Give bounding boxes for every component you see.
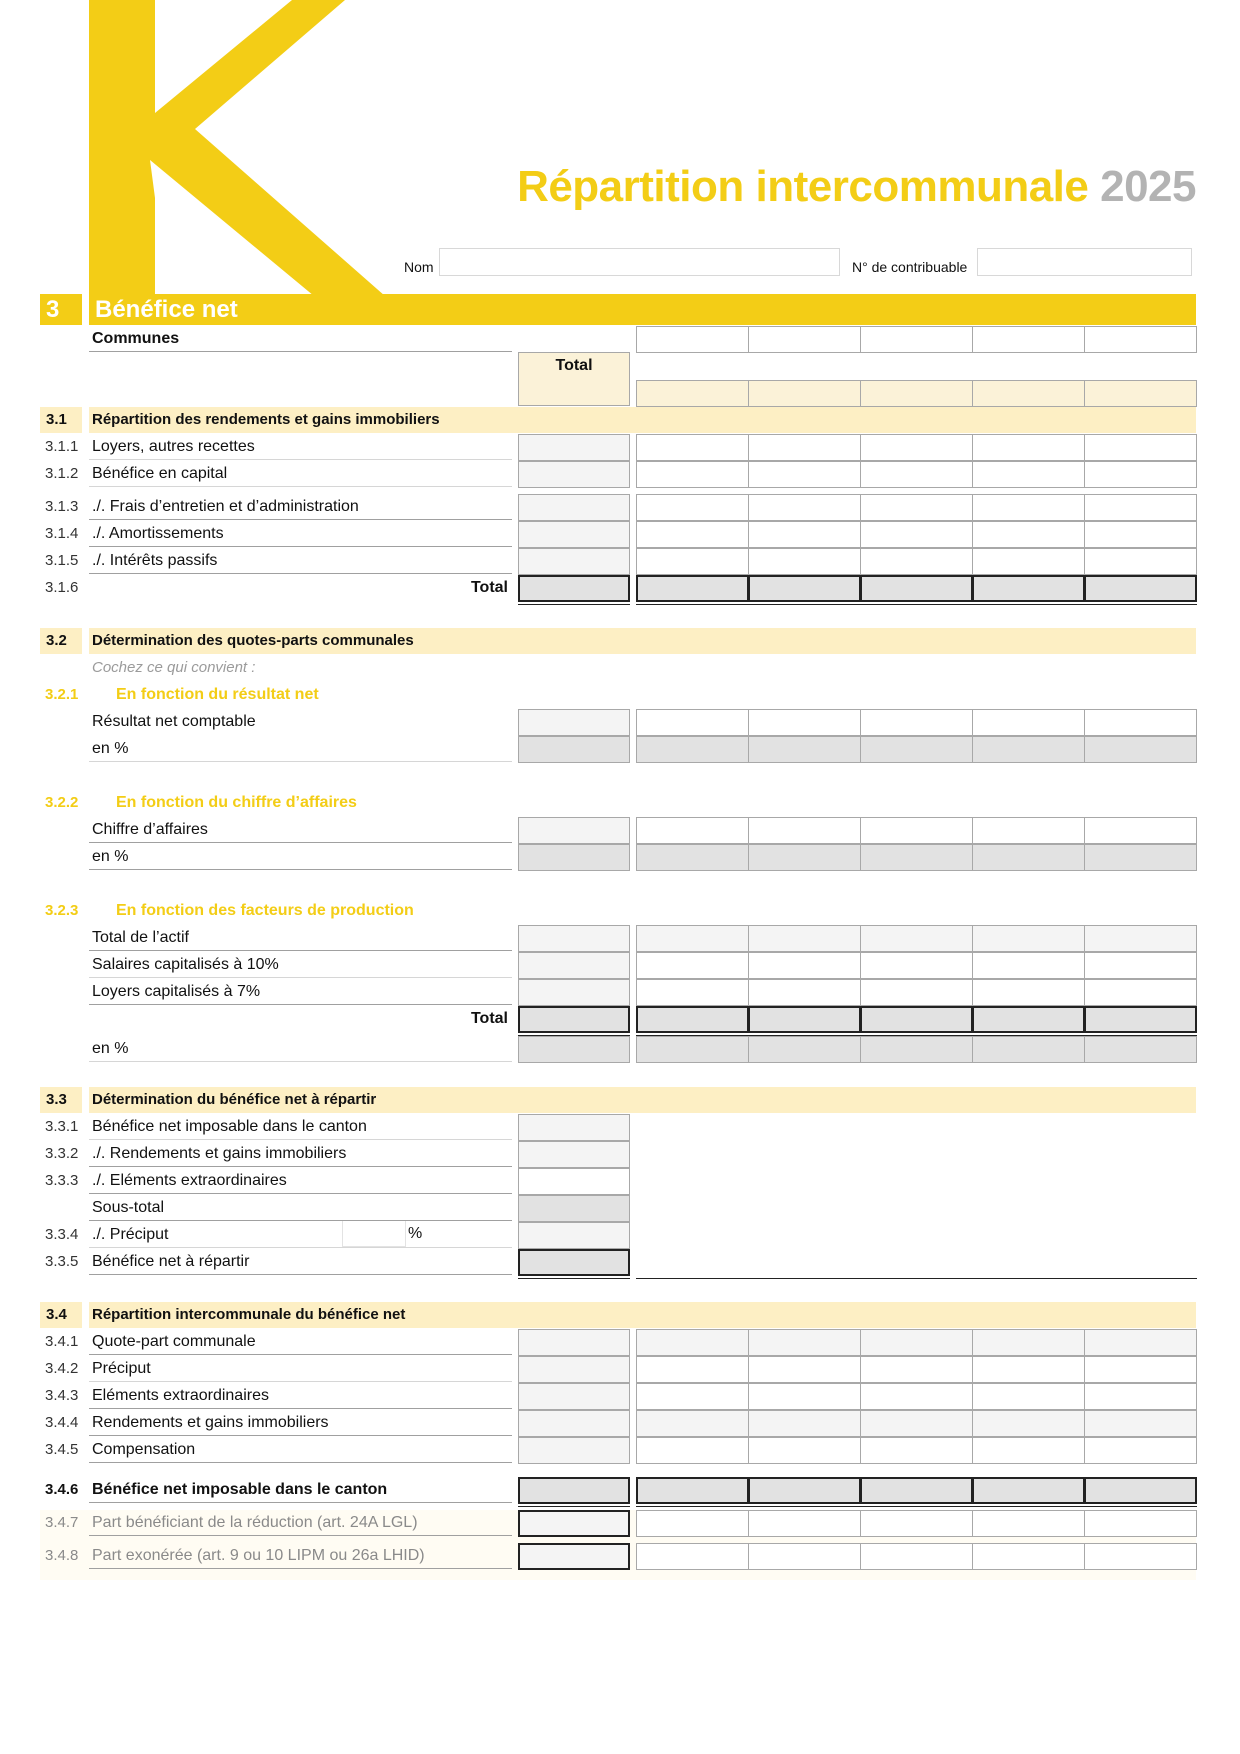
row-number: 3.4.4 — [45, 1414, 79, 1431]
commune-cell-4[interactable] — [972, 1329, 1085, 1356]
total-cell[interactable] — [518, 494, 630, 521]
subsection-3-2-number: 3.2 — [40, 628, 82, 654]
commune-cell-1[interactable] — [636, 521, 749, 548]
commune-cell-3[interactable] — [860, 1510, 973, 1537]
commune-cell-2[interactable] — [748, 1383, 861, 1410]
section-title: Bénéfice net — [89, 294, 1196, 325]
total-cell[interactable] — [518, 709, 630, 736]
commune-cell-2[interactable] — [748, 548, 861, 575]
row-number: 3.3.5 — [45, 1253, 79, 1270]
commune-cell-1[interactable] — [636, 925, 749, 952]
commune-cell-4[interactable] — [972, 817, 1085, 844]
row-number: 3.4.8 — [45, 1547, 79, 1564]
commune-cell-5[interactable] — [1084, 979, 1197, 1006]
row-label: ./. Préciput — [89, 1222, 512, 1248]
communes-label: Communes — [89, 326, 512, 352]
commune-cell-5[interactable] — [1084, 1006, 1197, 1033]
row-number: 3.4.6 — [45, 1481, 79, 1498]
row-number: 3.4.3 — [45, 1387, 79, 1404]
row-label: en % — [89, 844, 512, 870]
double-underline — [518, 604, 630, 605]
total-cell[interactable] — [518, 1437, 630, 1464]
row-number: 3.4.1 — [45, 1333, 79, 1350]
commune-cell-2[interactable] — [748, 461, 861, 488]
commune-cell-1[interactable] — [636, 1006, 749, 1033]
row-number: 3.1.3 — [45, 498, 79, 515]
commune-cell-1[interactable] — [636, 1329, 749, 1356]
commune-cell-2[interactable] — [748, 844, 861, 871]
commune-cell-4[interactable] — [972, 494, 1085, 521]
commune-cell-4[interactable] — [972, 1006, 1085, 1033]
row-number: 3.3.2 — [45, 1145, 79, 1162]
row-number: 3.3.3 — [45, 1172, 79, 1189]
subsection-3-3-title: Détermination du bénéfice net à répartir — [89, 1087, 1196, 1113]
commune-cell-1[interactable] — [636, 434, 749, 461]
row-label: Quote-part communale — [89, 1329, 512, 1355]
subsection-3-3-number: 3.3 — [40, 1087, 82, 1113]
total-cell[interactable] — [518, 1543, 630, 1570]
commune-cell-2[interactable] — [748, 1437, 861, 1464]
row-number: 3.3.1 — [45, 1118, 79, 1135]
commune-name-input-4[interactable] — [972, 326, 1085, 353]
commune-cell-2[interactable] — [748, 817, 861, 844]
commune-cell-5[interactable] — [1084, 736, 1197, 763]
row-label: ./. Frais d’entretien et d’administration — [89, 494, 512, 520]
double-underline — [636, 604, 1197, 605]
commune-cell-3[interactable] — [860, 1036, 973, 1063]
commune-cell-3[interactable] — [860, 1543, 973, 1570]
commune-cell-3[interactable] — [860, 709, 973, 736]
commune-cell-5[interactable] — [1084, 1410, 1197, 1437]
commune-cell-5[interactable] — [1084, 1383, 1197, 1410]
row-label: Eléments extraordinaires — [89, 1383, 512, 1409]
row-label: en % — [89, 1036, 512, 1062]
commune-cell-5[interactable] — [1084, 817, 1197, 844]
commune-cell-1[interactable] — [636, 1477, 749, 1504]
row-number: 3.3.4 — [45, 1226, 79, 1243]
commune-cell-4[interactable] — [972, 1383, 1085, 1410]
total-cell[interactable] — [518, 434, 630, 461]
commune-cell-3[interactable] — [860, 1437, 973, 1464]
commune-cell-3[interactable] — [860, 548, 973, 575]
total-cell[interactable] — [518, 1249, 630, 1276]
commune-cell-2[interactable] — [748, 952, 861, 979]
row-number: 3.1.1 — [45, 438, 79, 455]
commune-header-cell-4 — [972, 380, 1085, 407]
commune-cell-4[interactable] — [972, 925, 1085, 952]
total-cell[interactable] — [518, 1410, 630, 1437]
commune-cell-3[interactable] — [860, 461, 973, 488]
total-cell[interactable] — [518, 1356, 630, 1383]
commune-cell-1[interactable] — [636, 817, 749, 844]
commune-cell-1[interactable] — [636, 1356, 749, 1383]
commune-cell-5[interactable] — [1084, 925, 1197, 952]
row-number: 3.4.7 — [45, 1514, 79, 1531]
commune-cell-3[interactable] — [860, 575, 973, 602]
commune-cell-1[interactable] — [636, 736, 749, 763]
commune-cell-1[interactable] — [636, 461, 749, 488]
subsection-3-1-number: 3.1 — [40, 407, 82, 433]
total-cell[interactable] — [518, 952, 630, 979]
double-underline — [636, 1278, 1197, 1279]
commune-cell-5[interactable] — [1084, 844, 1197, 871]
commune-cell-4[interactable] — [972, 575, 1085, 602]
row-label: Bénéfice net imposable dans le canton — [89, 1477, 512, 1503]
commune-header-cell-1 — [636, 380, 749, 407]
commune-cell-2[interactable] — [748, 1543, 861, 1570]
row-label: ./. Rendements et gains immobiliers — [89, 1141, 512, 1167]
row-label: ./. Intérêts passifs — [89, 548, 512, 574]
page-title — [517, 162, 1196, 212]
subsection-3-2-2-title[interactable]: En fonction du chiffre d’affaires — [116, 794, 357, 811]
total-cell[interactable] — [518, 817, 630, 844]
commune-name-input-3[interactable] — [860, 326, 973, 353]
commune-cell-2[interactable] — [748, 709, 861, 736]
total-cell[interactable] — [518, 548, 630, 575]
commune-cell-5[interactable] — [1084, 1510, 1197, 1537]
commune-cell-3[interactable] — [860, 1410, 973, 1437]
total-cell[interactable] — [518, 575, 630, 602]
row-label: ./. Eléments extraordinaires — [89, 1168, 512, 1194]
double-underline — [636, 1506, 1197, 1507]
row-label: Total — [470, 1010, 508, 1027]
commune-cell-2[interactable] — [748, 575, 861, 602]
commune-cell-3[interactable] — [860, 1329, 973, 1356]
subsection-3-2-3-number: 3.2.3 — [45, 902, 79, 919]
commune-cell-4[interactable] — [972, 844, 1085, 871]
commune-cell-5[interactable] — [1084, 461, 1197, 488]
commune-cell-1[interactable] — [636, 844, 749, 871]
commune-cell-1[interactable] — [636, 1410, 749, 1437]
row-label: Bénéfice net à répartir — [89, 1249, 512, 1275]
total-cell[interactable] — [518, 736, 630, 763]
total-cell[interactable] — [518, 1141, 630, 1168]
row-label: Chiffre d’affaires — [89, 817, 512, 843]
section-number: 3 — [40, 294, 82, 325]
commune-header-cell-3 — [860, 380, 973, 407]
double-underline — [518, 1278, 630, 1279]
commune-cell-2[interactable] — [748, 925, 861, 952]
commune-cell-2[interactable] — [748, 1410, 861, 1437]
row-label: Sous-total — [89, 1195, 512, 1221]
commune-cell-5[interactable] — [1084, 1477, 1197, 1504]
total-cell[interactable] — [518, 925, 630, 952]
commune-cell-1[interactable] — [636, 979, 749, 1006]
commune-cell-4[interactable] — [972, 434, 1085, 461]
row-label: Bénéfice en capital — [89, 461, 512, 487]
row-label: Résultat net comptable — [92, 713, 256, 730]
row-label: Total de l’actif — [89, 925, 512, 951]
title-text: Répartition intercommunale — [517, 162, 1089, 211]
commune-cell-2[interactable] — [748, 1477, 861, 1504]
commune-cell-2[interactable] — [748, 1036, 861, 1063]
double-underline — [518, 1506, 630, 1507]
instruction-hint: Cochez ce qui convient : — [92, 659, 256, 676]
commune-cell-3[interactable] — [860, 1356, 973, 1383]
commune-header-cell-2 — [748, 380, 861, 407]
row-number: 3.4.5 — [45, 1441, 79, 1458]
total-cell[interactable] — [518, 1510, 630, 1537]
commune-cell-2[interactable] — [748, 979, 861, 1006]
commune-cell-5[interactable] — [1084, 1543, 1197, 1570]
row-number: 3.1.5 — [45, 552, 79, 569]
total-cell[interactable] — [518, 1006, 630, 1033]
commune-name-input-1[interactable] — [636, 326, 749, 353]
row-label: ./. Amortissements — [89, 521, 512, 547]
row-label: Total — [470, 579, 508, 596]
total-cell[interactable] — [518, 1329, 630, 1356]
total-cell[interactable] — [518, 1168, 630, 1195]
commune-cell-1[interactable] — [636, 709, 749, 736]
commune-cell-3[interactable] — [860, 979, 973, 1006]
commune-cell-5[interactable] — [1084, 1437, 1197, 1464]
subsection-3-2-title: Détermination des quotes-parts communales — [89, 628, 1196, 654]
row-label: Bénéfice net imposable dans le canton — [89, 1114, 512, 1140]
taxpayer-number-input[interactable] — [977, 248, 1192, 276]
commune-cell-5[interactable] — [1084, 952, 1197, 979]
commune-cell-5[interactable] — [1084, 521, 1197, 548]
commune-cell-3[interactable] — [860, 1006, 973, 1033]
commune-cell-1[interactable] — [636, 1510, 749, 1537]
commune-cell-5[interactable] — [1084, 1356, 1197, 1383]
commune-cell-5[interactable] — [1084, 709, 1197, 736]
commune-cell-4[interactable] — [972, 709, 1085, 736]
commune-cell-3[interactable] — [860, 1383, 973, 1410]
commune-cell-4[interactable] — [972, 1356, 1085, 1383]
taxpayer-number-label: N° de contribuable — [852, 259, 968, 275]
commune-cell-1[interactable] — [636, 548, 749, 575]
commune-cell-4[interactable] — [972, 1410, 1085, 1437]
subsection-3-4-number: 3.4 — [40, 1302, 82, 1328]
subsection-3-4-title: Répartition intercommunale du bénéfice net — [89, 1302, 1196, 1328]
commune-cell-5[interactable] — [1084, 1036, 1197, 1063]
total-cell[interactable] — [518, 521, 630, 548]
commune-cell-3[interactable] — [860, 494, 973, 521]
commune-cell-3[interactable] — [860, 925, 973, 952]
commune-cell-4[interactable] — [972, 736, 1085, 763]
commune-cell-5[interactable] — [1084, 548, 1197, 575]
commune-cell-2[interactable] — [748, 736, 861, 763]
total-cell[interactable] — [518, 461, 630, 488]
commune-header-cell-5 — [1084, 380, 1197, 407]
name-label: Nom — [404, 259, 434, 275]
commune-cell-5[interactable] — [1084, 1329, 1197, 1356]
total-cell[interactable] — [518, 1222, 630, 1249]
commune-cell-3[interactable] — [860, 952, 973, 979]
commune-cell-2[interactable] — [748, 1356, 861, 1383]
percent-sign: % — [408, 1225, 423, 1242]
commune-cell-1[interactable] — [636, 1036, 749, 1063]
total-cell[interactable] — [518, 1383, 630, 1410]
commune-cell-4[interactable] — [972, 1477, 1085, 1504]
commune-cell-5[interactable] — [1084, 434, 1197, 461]
total-cell[interactable] — [518, 979, 630, 1006]
total-cell[interactable] — [518, 1114, 630, 1141]
row-label: Loyers, autres recettes — [89, 434, 512, 460]
commune-cell-1[interactable] — [636, 1437, 749, 1464]
commune-cell-2[interactable] — [748, 434, 861, 461]
commune-cell-3[interactable] — [860, 434, 973, 461]
subsection-3-1-title: Répartition des rendements et gains immobiliers — [89, 407, 1196, 433]
commune-cell-1[interactable] — [636, 575, 749, 602]
commune-name-input-2[interactable] — [748, 326, 861, 353]
subsection-3-2-2-number: 3.2.2 — [45, 794, 79, 811]
commune-cell-4[interactable] — [972, 461, 1085, 488]
commune-cell-3[interactable] — [860, 817, 973, 844]
commune-cell-4[interactable] — [972, 548, 1085, 575]
commune-cell-3[interactable] — [860, 844, 973, 871]
subsection-3-2-1-title[interactable]: En fonction du résultat net — [116, 686, 319, 703]
row-number: 3.1.6 — [45, 579, 79, 596]
row-number: 3.1.4 — [45, 525, 79, 542]
commune-cell-4[interactable] — [972, 952, 1085, 979]
commune-cell-1[interactable] — [636, 1383, 749, 1410]
total-cell[interactable] — [518, 1195, 630, 1222]
total-cell[interactable] — [518, 1477, 630, 1504]
commune-cell-2[interactable] — [748, 1006, 861, 1033]
subsection-3-2-3-title[interactable]: En fonction des facteurs de production — [116, 902, 414, 919]
row-label: Part bénéficiant de la réduction (art. 24A LGL) — [89, 1510, 512, 1536]
commune-cell-2[interactable] — [748, 494, 861, 521]
total-cell[interactable] — [518, 844, 630, 871]
commune-cell-4[interactable] — [972, 1510, 1085, 1537]
commune-cell-5[interactable] — [1084, 575, 1197, 602]
commune-cell-3[interactable] — [860, 1477, 973, 1504]
commune-cell-4[interactable] — [972, 1437, 1085, 1464]
commune-cell-4[interactable] — [972, 521, 1085, 548]
commune-cell-1[interactable] — [636, 952, 749, 979]
commune-cell-2[interactable] — [748, 1329, 861, 1356]
commune-cell-1[interactable] — [636, 494, 749, 521]
title-year: 2025 — [1100, 162, 1196, 211]
commune-cell-4[interactable] — [972, 1036, 1085, 1063]
subsection-3-2-1-number: 3.2.1 — [45, 686, 79, 703]
row-label: Part exonérée (art. 9 ou 10 LIPM ou 26a LHID) — [89, 1543, 512, 1569]
commune-cell-1[interactable] — [636, 1543, 749, 1570]
row-number: 3.4.2 — [45, 1360, 79, 1377]
commune-cell-4[interactable] — [972, 979, 1085, 1006]
total-cell[interactable] — [518, 1036, 630, 1063]
row-number: 3.1.2 — [45, 465, 79, 482]
commune-cell-2[interactable] — [748, 521, 861, 548]
name-input[interactable] — [439, 248, 840, 276]
commune-cell-3[interactable] — [860, 736, 973, 763]
commune-cell-2[interactable] — [748, 1510, 861, 1537]
row-label: Loyers capitalisés à 7% — [89, 979, 512, 1005]
commune-cell-4[interactable] — [972, 1543, 1085, 1570]
row-label: Compensation — [89, 1437, 512, 1463]
row-label: Préciput — [89, 1356, 512, 1382]
commune-cell-3[interactable] — [860, 521, 973, 548]
row-label: Salaires capitalisés à 10% — [89, 952, 512, 978]
commune-cell-5[interactable] — [1084, 494, 1197, 521]
total-column-header: Total — [518, 352, 630, 406]
commune-name-input-5[interactable] — [1084, 326, 1197, 353]
row-label: en % — [89, 736, 512, 762]
k-logo-icon — [0, 0, 420, 296]
row-label: Rendements et gains immobiliers — [89, 1410, 512, 1436]
